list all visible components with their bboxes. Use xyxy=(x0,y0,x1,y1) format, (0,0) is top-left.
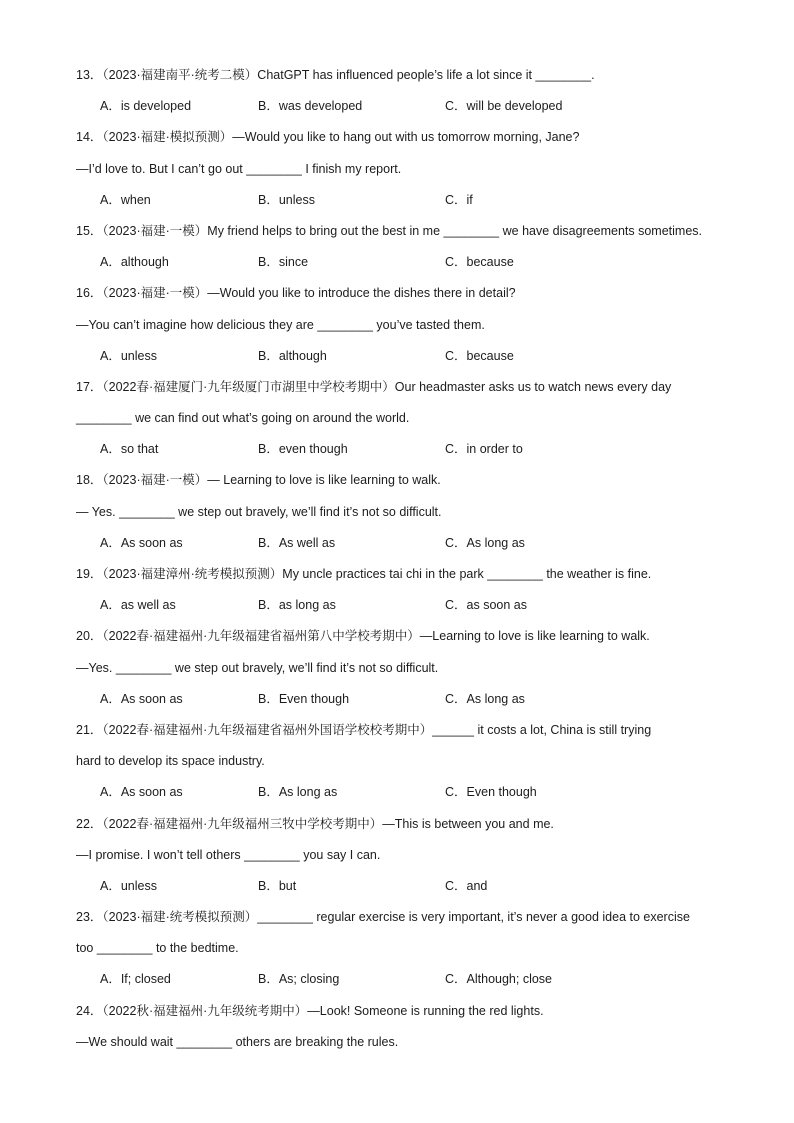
option-c: C．as soon as xyxy=(445,598,527,613)
options-row xyxy=(76,528,754,559)
option-a: A．as well as xyxy=(100,598,176,613)
option-b: B．was developed xyxy=(258,99,363,114)
question-item xyxy=(76,122,754,216)
options-row xyxy=(76,590,754,621)
option-c: C．because xyxy=(445,255,514,270)
question-stem: 17．（2022春·福建厦门·九年级厦门市湖里中学校考期中）Our headmaster asks us to watch news every day xyxy=(76,379,672,394)
question-item xyxy=(76,996,754,1058)
options-row xyxy=(76,434,754,465)
options-row xyxy=(76,185,754,216)
question-stem-continued: ________ we can find out what’s going on around the world. xyxy=(76,411,410,426)
option-a: A．when xyxy=(100,192,151,207)
option-b: B．but xyxy=(258,878,297,893)
option-c: C．will be developed xyxy=(445,99,563,114)
options-row xyxy=(76,684,754,715)
question-stem-continued: —Yes. ________ we step out bravely, we’ll find it’s not so difficult. xyxy=(76,660,439,675)
option-c: C．in order to xyxy=(445,442,523,457)
question-item xyxy=(76,715,754,809)
option-c: C．and xyxy=(445,878,488,893)
question-item xyxy=(76,902,754,996)
question-stem: 21．（2022春·福建福州·九年级福建省福州外国语学校校考期中）______ it costs a lot, China is still trying xyxy=(76,722,652,737)
question-stem-continued: too ________ to the bedtime. xyxy=(76,941,239,956)
option-b: B．As well as xyxy=(258,535,336,550)
question-stem-continued: —I promise. I won’t tell others ________ you say I can. xyxy=(76,847,381,862)
option-a: A．As soon as xyxy=(100,691,183,706)
option-a: A．As soon as xyxy=(100,785,183,800)
option-b: B．although xyxy=(258,348,327,363)
option-c: C．because xyxy=(445,348,514,363)
question-item xyxy=(76,465,754,559)
option-b: B．Even though xyxy=(258,691,350,706)
question-stem: 22．（2022春·福建福州·九年级福州三牧中学校考期中）—This is between you and me. xyxy=(76,816,554,831)
question-item xyxy=(76,559,754,621)
question-stem: 18．（2023·福建·一模）— Learning to love is like learning to walk. xyxy=(76,473,441,488)
question-item xyxy=(76,372,754,466)
option-a: A．As soon as xyxy=(100,535,183,550)
option-c: C．if xyxy=(445,192,473,207)
question-item xyxy=(76,60,754,122)
options-row xyxy=(76,777,754,808)
options-row xyxy=(76,247,754,278)
option-c: C．Even though xyxy=(445,785,537,800)
question-item xyxy=(76,809,754,903)
option-a: A．If; closed xyxy=(100,972,171,987)
option-b: B．As long as xyxy=(258,785,338,800)
question-stem: 23．（2023·福建·统考模拟预测）________ regular exercise is very important, it’s never a good idea to exercise xyxy=(76,910,690,925)
question-stem-continued: — Yes. ________ we step out bravely, we’ll find it’s not so difficult. xyxy=(76,504,442,519)
question-stem: 19．（2023·福建漳州·统考模拟预测）My uncle practices tai chi in the park ________ the weather is fine. xyxy=(76,567,652,581)
option-b: B．As; closing xyxy=(258,972,340,987)
option-a: A．unless xyxy=(100,348,157,363)
options-row xyxy=(76,964,754,995)
option-b: B．since xyxy=(258,255,309,270)
question-stem: 16．（2023·福建·一模）—Would you like to introduce the dishes there in detail? xyxy=(76,286,516,301)
option-a: A．so that xyxy=(100,442,159,457)
option-b: B．even though xyxy=(258,442,348,457)
question-stem: 14．（2023·福建·模拟预测）—Would you like to hang out with us tomorrow morning, Jane? xyxy=(76,130,580,145)
question-stem: 20．（2022春·福建福州·九年级福建省福州第八中学校考期中）—Learning to love is like learning to walk. xyxy=(76,629,650,644)
question-stem: 15．（2023·福建·一模）My friend helps to bring out the best in me ________ we have disagreements sometimes. xyxy=(76,223,703,238)
options-row xyxy=(76,341,754,372)
question-stem-continued: —You can’t imagine how delicious they are ________ you’ve tasted them. xyxy=(76,317,485,332)
options-row xyxy=(76,91,754,122)
option-c: C．Although; close xyxy=(445,972,553,987)
question-item xyxy=(76,278,754,372)
options-row xyxy=(76,871,754,902)
option-c: C．As long as xyxy=(445,691,525,706)
question-item xyxy=(76,621,754,715)
option-a: A．is developed xyxy=(100,99,192,114)
question-stem-continued: —We should wait ________ others are breaking the rules. xyxy=(76,1034,399,1049)
question-stem: 13．（2023·福建南平·统考二模）ChatGPT has influenced people’s life a lot since it ________. xyxy=(76,68,595,82)
question-stem-continued: —I’d love to. But I can’t go out ________ I finish my report. xyxy=(76,161,402,176)
option-a: A．although xyxy=(100,255,169,270)
option-c: C．As long as xyxy=(445,535,525,550)
question-item xyxy=(76,216,754,278)
option-b: B．unless xyxy=(258,192,315,207)
option-b: B．as long as xyxy=(258,598,336,613)
question-stem-continued: hard to develop its space industry. xyxy=(76,754,265,769)
question-stem: 24．（2022秋·福建福州·九年级统考期中）—Look! Someone is running the red lights. xyxy=(76,1003,544,1018)
option-a: A．unless xyxy=(100,878,157,893)
